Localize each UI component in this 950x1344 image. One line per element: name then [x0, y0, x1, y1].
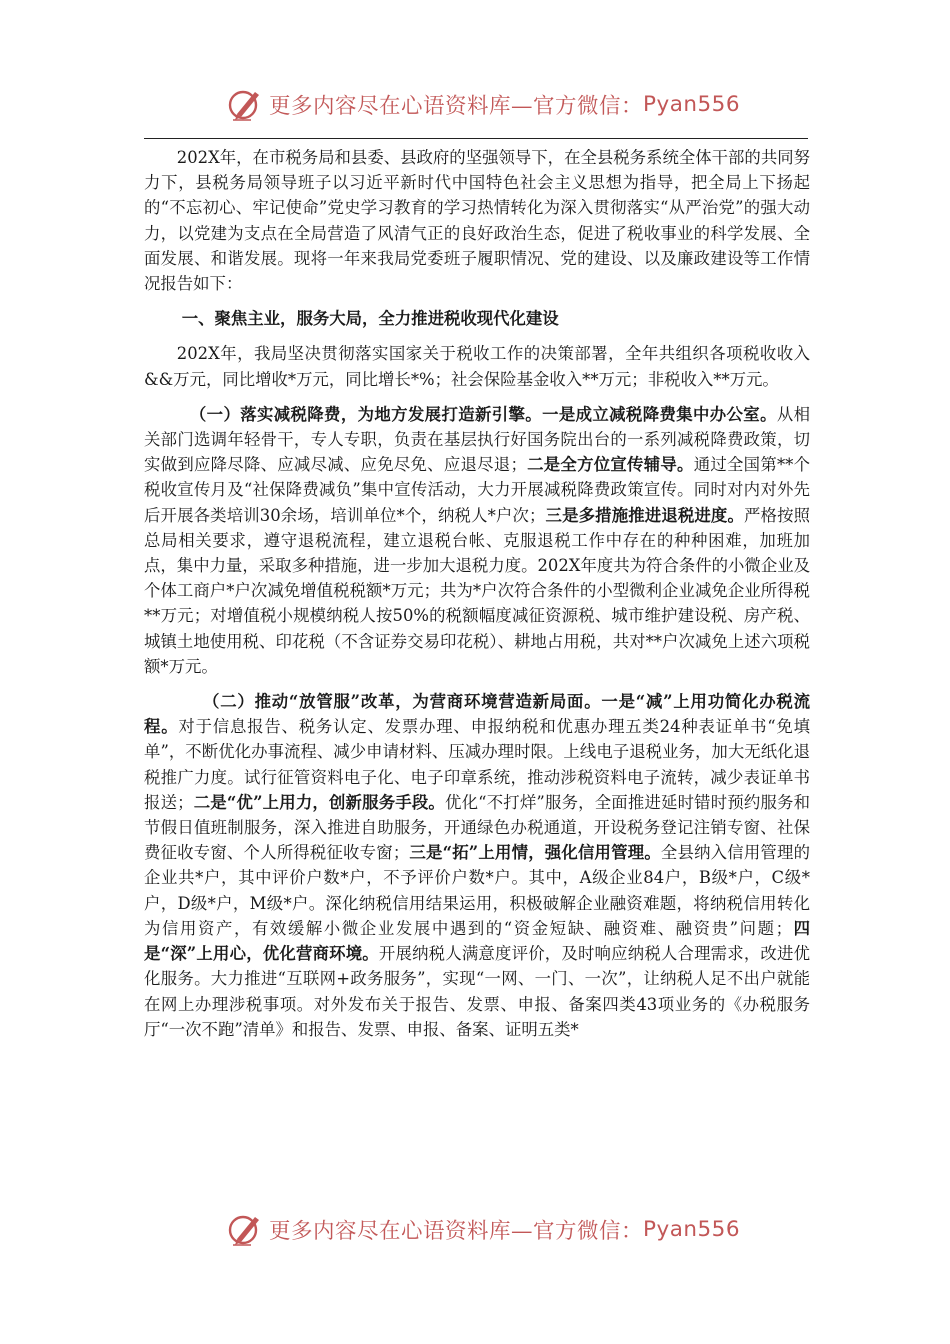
subsection-1 [144, 402, 810, 679]
wechat-id: Pyan556 [643, 1216, 741, 1242]
subsection-2-point-4: 四是“深”上用心，优化营商环境。 [144, 918, 811, 964]
subsection-2 [144, 689, 810, 1042]
subsection-2-text-3: 全县纳入信用管理的企业共*户，其中评价户数*户，不予评价户数*户。其中，A级企业84户，B级*户，C级*户，D级*户，M级*户。深化纳税信用结果运用，积极破解企业融资难题，将纳税信用转化为信用资产，有效缓解小微企业发展中遇到的“资金短缺、融资难、融资贵”问题； [144, 843, 811, 938]
tax-stats-paragraph: 202X年，我局坚决贯彻落实国家关于税收工作的决策部署，全年共组织各项税收收入&&万元，同比增收*万元，同比增长*%；社会保险基金收入**万元；非税收入**万元。 [144, 344, 810, 389]
subsection-2-point-3: 三是“拓”上用情，强化信用管理。 [409, 843, 661, 863]
pen-logo-icon [225, 1209, 265, 1249]
section-heading-1: 一、聚焦主业，服务大局，全力推进税收现代化建设 [181, 309, 559, 329]
intro-paragraph: 202X年，在市税务局和县委、县政府的坚强领导下，在全县税务系统全体干部的共同努力下，县税务局领导班子以习近平新时代中国特色社会主义思想为指导，把全局上下扬起的“不忘初心、牢记使命”党史学习教育的学习热情转化为深入贯彻落实“从严治党”的强大动力，以党建为支点在全局营造了风清气正的良好政治生态，促进了税收事业的科学发展、全面发展、和谐发展。现将一年来我局党委班子履职情况、党的建设、以及廉政建设等工作情况报告如下： [144, 148, 810, 294]
subsection-2-text-4: 开展纳税人满意度评价，及时响应纳税人合理需求，改进优化服务。大力推进“互联网+政务服务”，实现“一网、一门、一次”，让纳税人足不出户就能在网上办理涉税事项。对外发布关于报告、发票、申报、备案四类43项业务的《办税服务厅“一次不跑”清单》和报告、发票、申报、备案、证明五类* [144, 944, 811, 1039]
subsection-1-text-3: 严格按照总局相关要求，遵守退税流程，建立退税台帐、克服退税工作中存在的种种困难，加班加点，集中力量，采取多种措施，进一步加大退税力度。202X年度共为符合条件的小微企业及个体工商户*户次减免增值税税额*万元；共为*户次符合条件的小型微利企业减免企业所得税**万元；对增值税小规模纳税人按50%的税额幅度减征资源税、城市维护建设税、房产税、城镇土地使用税、印花税（不含证券交易印花税）、耕地占用税，共对**户次减免上述六项税额*万元。 [144, 505, 811, 676]
subsection-1-title: （一）落实减税降费，为地方发展打造新引擎。 [189, 404, 543, 424]
banner-text: 更多内容尽在心语资料库—官方微信： [269, 1218, 644, 1244]
subsection-2-point-1: 一是“减”上用功简化办税流程。 [144, 692, 810, 737]
subsection-2-text-1: 对于信息报告、税务认定、发票办理、申报纳税和优惠办理五类24种表证单书“免填单”，不断优化办事流程、减少申请材料、压减办理时限。上线电子退税业务，加大无纸化退税推广力度。试行征管资料电子化、电子印章系统，推动涉税资料电子流转，减少表证单书报送； [144, 717, 811, 812]
subsection-1-text-1: 从相关部门选调年轻骨干，专人专职，负责在基层执行好国务院出台的一系列减税降费政策，切实做到应降尽降、应减尽减、应免尽免、应退尽退； [144, 404, 811, 475]
subsection-2-title: （二）推动“放管服”改革，为营商环境营造新局面。 [203, 692, 602, 712]
subsection-1-point-3: 三是多措施推进退税进度。 [545, 505, 744, 525]
banner-text: 更多内容尽在心语资料库—官方微信： [269, 93, 644, 119]
wechat-id: Pyan556 [643, 91, 741, 117]
subsection-1-text-2: 通过全国第**个税收宣传月及“社保降费减负”集中宣传活动，大力开展减税降费政策宣传。同时对内对外先后开展各类培训30余场，培训单位*个，纳税人*户次； [144, 455, 811, 525]
subsection-1-point-2: 二是全方位宣传辅导。 [526, 455, 694, 475]
header-rule [144, 138, 808, 139]
subsection-1-point-1: 一是成立减税降费集中办公室。 [542, 404, 777, 424]
pen-logo-icon [225, 84, 265, 124]
subsection-2-point-2: 二是“优”上用力，创新服务手段。 [193, 792, 445, 812]
subsection-2-text-2: 优化“不打烊”服务，全面推进延时错时预约服务和节假日值班制服务，深入推进自助服务，开通绿色办税通道，开设税务登记注销专窗、社保费征收专窗、个人所得税征收专窗； [144, 792, 811, 863]
document-body [144, 145, 810, 1042]
header-banner [0, 80, 950, 128]
footer-banner [0, 1205, 950, 1253]
